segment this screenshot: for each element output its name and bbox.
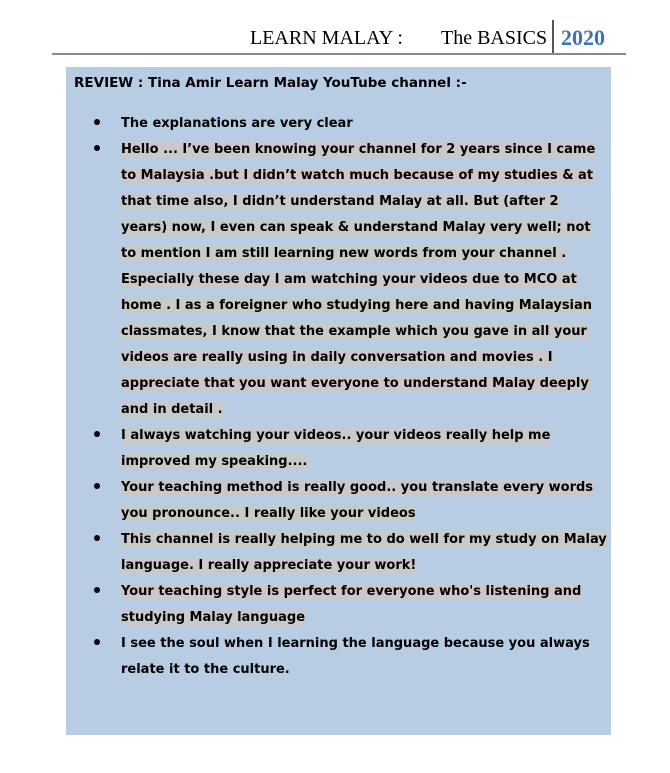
list-item: [94, 475, 609, 527]
review-text: Hello ... I’ve been knowing your channel for 2 years since I came to Malaysia .but I didn’t watch much because of my studies & at that time also, I didn’t understand Malay at all. But (after 2 years) now, I even can speak & understand Malay very well; not to mention I am still learning new words from your channel . Especially these day I am watching your videos due to MCO at home . I as a foreigner who studying here and having Malaysian classmates, I know that the example which you gave in all your videos are really using in daily conversation and movies . I appreciate that you want everyone to understand Malay deeply and in detail .: [121, 142, 596, 417]
list-item: [94, 423, 609, 475]
review-text: The explanations are very clear: [121, 116, 353, 131]
header-year: 2020: [561, 25, 605, 50]
bullet-icon: [94, 145, 100, 151]
bullet-icon: [94, 587, 100, 593]
list-item: [94, 527, 609, 579]
list-item: [94, 111, 609, 137]
header-rule: [52, 53, 626, 55]
bullet-icon: [94, 483, 100, 489]
review-panel: [66, 67, 611, 735]
bullet-icon: [94, 639, 100, 645]
review-text: This channel is really helping me to do well for my study on Malay language. I really appreciate your work!: [121, 532, 607, 573]
bullet-icon: [94, 431, 100, 437]
header-title-right: The BASICS: [441, 27, 548, 49]
review-text: Your teaching method is really good.. you translate every words you pronounce.. I really like your videos: [121, 480, 594, 521]
list-item: [94, 579, 609, 631]
review-text: I always watching your videos.. your videos really help me improved my speaking....: [121, 428, 551, 469]
header-title-left: LEARN MALAY :: [250, 27, 403, 49]
review-list: [94, 111, 609, 683]
list-item: [94, 137, 609, 423]
page-header: [0, 0, 670, 56]
list-item: [94, 631, 609, 683]
review-text: I see the soul when I learning the language because you always relate it to the culture.: [121, 636, 590, 677]
review-title: REVIEW : Tina Amir Learn Malay YouTube channel :-: [74, 75, 467, 91]
bullet-icon: [94, 119, 100, 125]
review-text: Your teaching style is perfect for everyone who's listening and studying Malay language: [121, 584, 582, 625]
bullet-icon: [94, 535, 100, 541]
header-divider: [552, 20, 554, 54]
